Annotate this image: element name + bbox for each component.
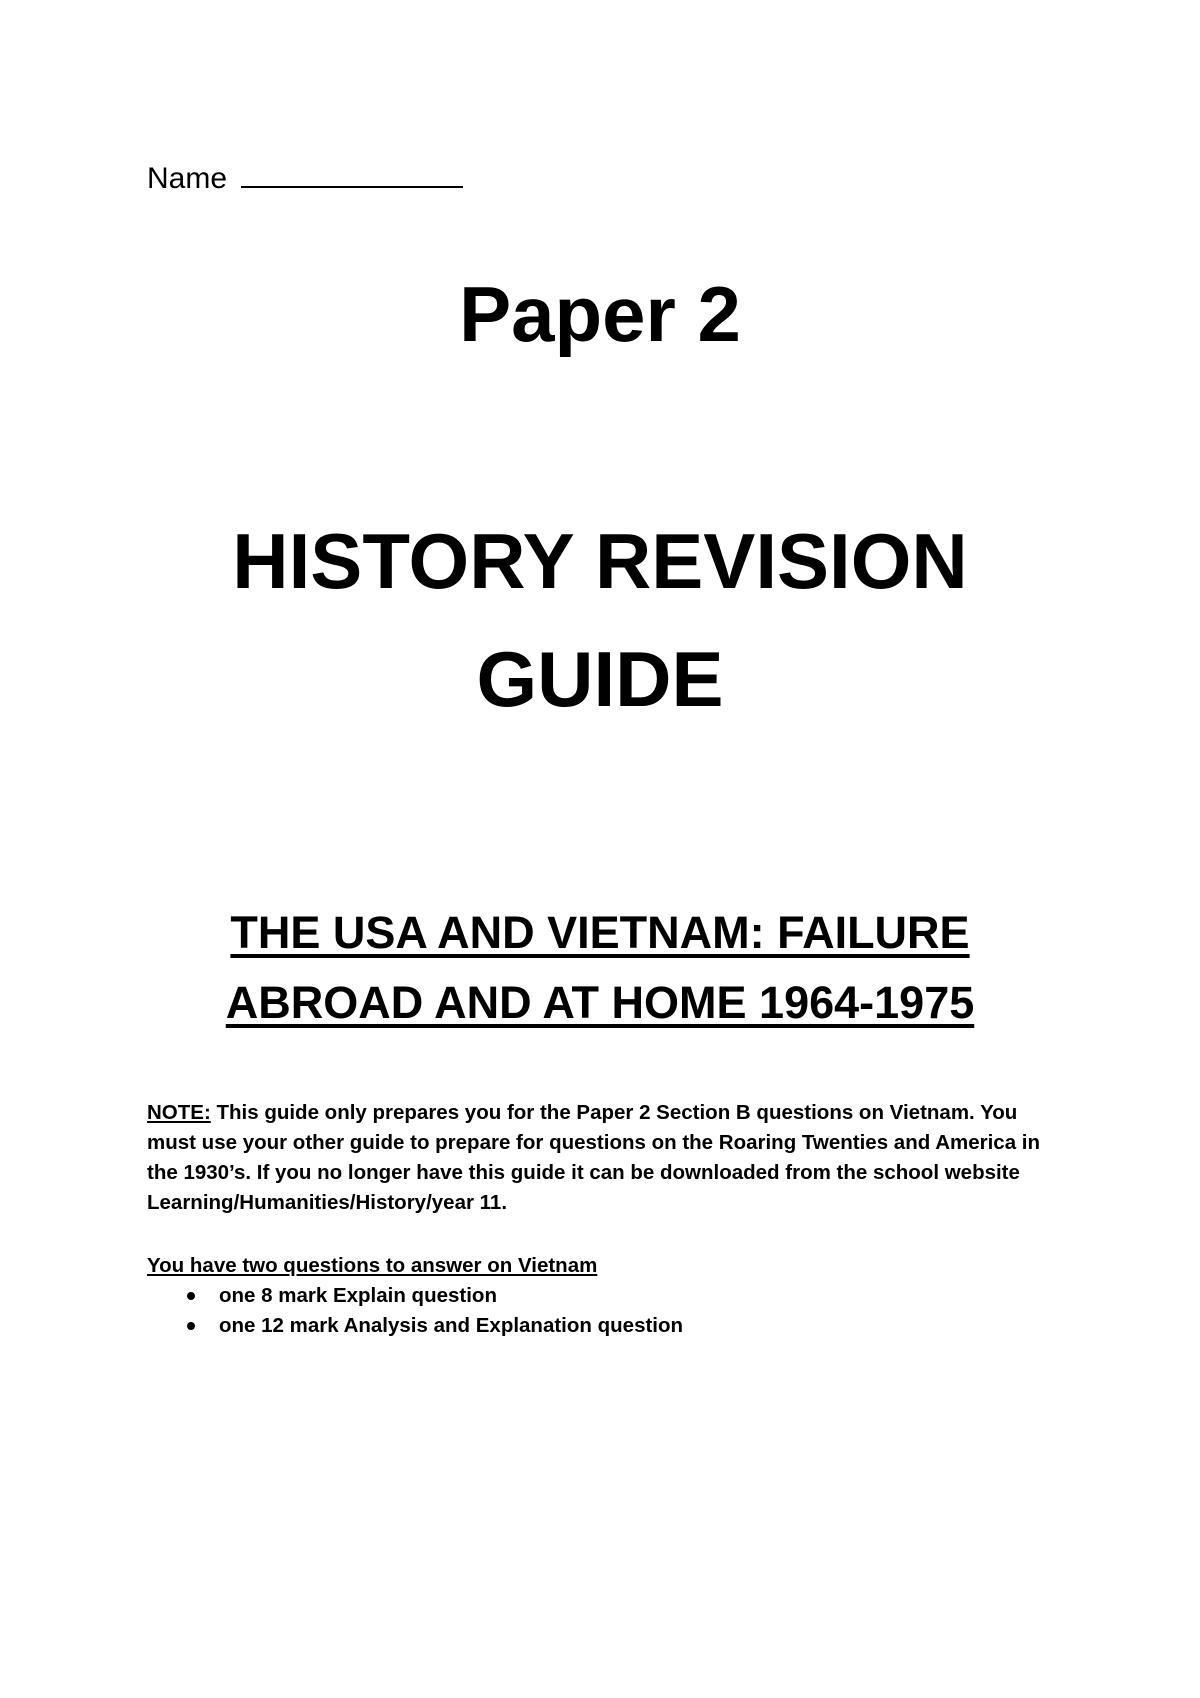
name-field	[147, 158, 463, 197]
note-text: This guide only prepares you for the Paper 2 Section B questions on Vietnam. You must use your other guide to prepare for questions on the Roaring Twenties and America in the 1930’s. If you no longer have this guide it can be downloaded from the school website Learning/Humanities/History/year 11.	[147, 1101, 1041, 1214]
subtitle	[0, 898, 1200, 1038]
subtitle-line-2: ABROAD AND AT HOME 1964-1975	[225, 977, 975, 1028]
subtitle-line-1: THE USA AND VIETNAM: FAILURE	[230, 907, 970, 958]
note-paragraph	[147, 1098, 1067, 1218]
paper-title: Paper 2	[459, 270, 741, 358]
main-title-line-2: GUIDE	[476, 635, 724, 723]
bullet-icon	[187, 1292, 195, 1300]
list-item	[147, 1311, 683, 1341]
main-title-line-1: HISTORY REVISION	[232, 517, 968, 605]
note-label: NOTE:	[147, 1101, 211, 1124]
list-item-text: one 8 mark Explain question	[219, 1284, 497, 1307]
name-label: Name	[147, 162, 228, 195]
name-blank-line[interactable]	[241, 158, 463, 188]
list-item	[147, 1281, 683, 1311]
bullet-icon	[187, 1322, 195, 1330]
questions-heading: You have two questions to answer on Vietnam	[147, 1254, 598, 1277]
main-title	[0, 502, 1200, 738]
questions-list	[147, 1281, 683, 1341]
list-item-text: one 12 mark Analysis and Explanation question	[219, 1314, 684, 1337]
